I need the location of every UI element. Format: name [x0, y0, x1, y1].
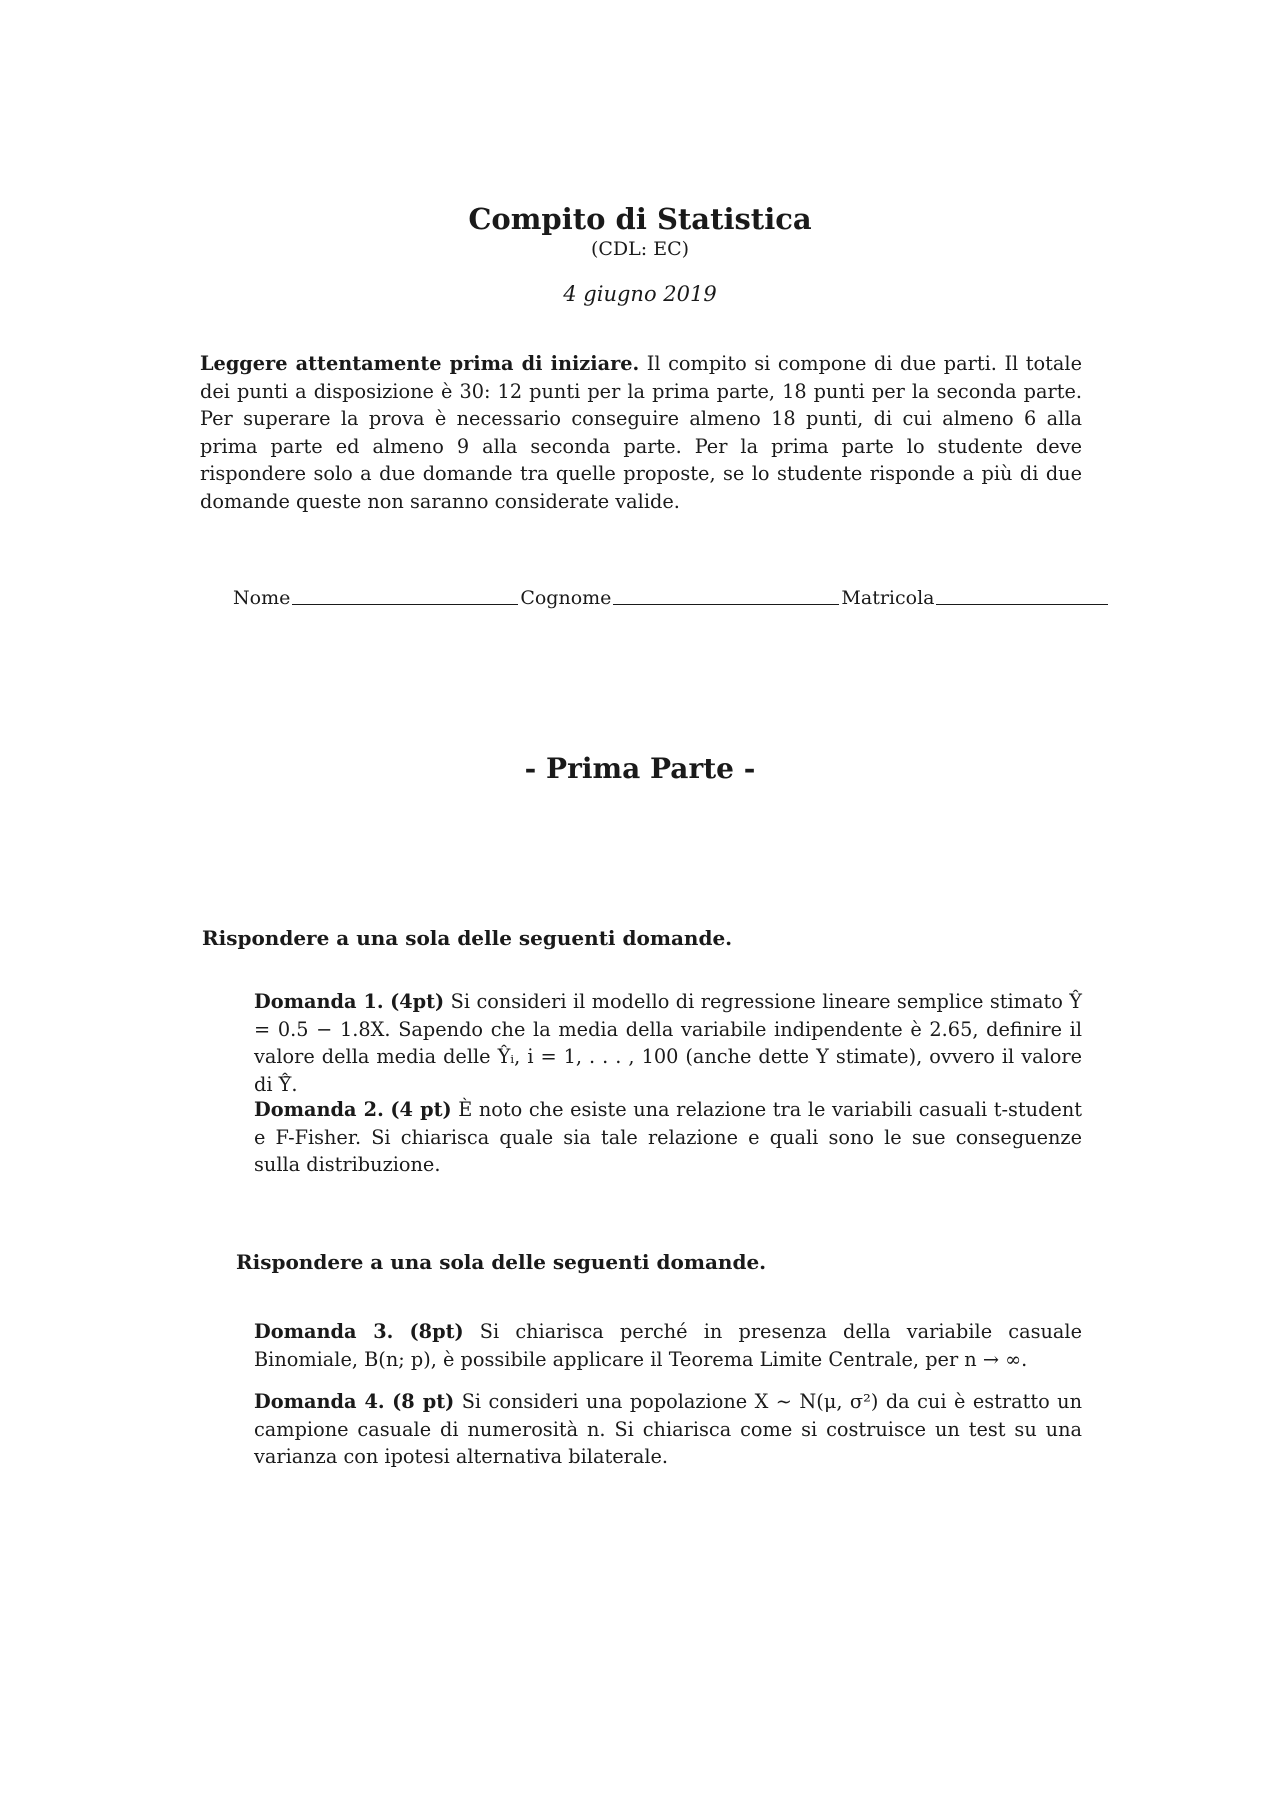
instructions	[200, 350, 1082, 515]
section-title: - Prima Parte -	[524, 752, 756, 785]
question-2-points: (4 pt)	[390, 1098, 452, 1121]
cognome-label: Cognome	[520, 587, 612, 609]
nome-field[interactable]	[292, 586, 518, 605]
group-2-heading: Rispondere a una sola delle seguenti domande.	[236, 1250, 767, 1274]
question-1-text: Si consideri il modello di regressione lineare semplice stimato Ŷ = 0.5 − 1.8X. Sapendo che la media della variabile indipendente è 2.65, definire il valore della media delle Ŷᵢ, i = 1, . . . , 100 (anche dette Y stimate), ovvero il valore di Ŷ̄.	[254, 990, 1082, 1096]
question-2-text: È noto che esiste una relazione tra le variabili casuali t-student e F-Fisher. Si chiarisca quale sia tale relazione e quali sono le sue conseguenze sulla distribuzione.	[254, 1098, 1082, 1176]
matricola-field[interactable]	[936, 586, 1108, 605]
exam-date: 4 giugno 2019	[563, 282, 717, 306]
question-1-points: (4pt)	[390, 990, 445, 1013]
question-4-points: (8 pt)	[392, 1390, 455, 1413]
course-subtitle: (CDL: EC)	[590, 238, 690, 260]
instructions-lead: Leggere attentamente prima di iniziare.	[200, 352, 640, 375]
student-fields	[233, 586, 1110, 609]
matricola-label: Matricola	[841, 587, 935, 609]
nome-label: Nome	[233, 587, 291, 609]
question-3-points: (8pt)	[409, 1320, 464, 1343]
instructions-text: Il compito si compone di due parti. Il totale dei punti a disposizione è 30: 12 punti per la prima parte, 18 punti per la seconda parte. Per superare la prova è necessario conseguire almeno 18 punti, di cui almeno 6 alla prima parte ed almeno 9 alla seconda parte. Per la prima parte lo studente deve rispondere solo a due domande tra quelle proposte, se lo studente risponde a più di due domande queste non saranno considerate valide.	[200, 352, 1082, 513]
question-2-label: Domanda 2.	[254, 1098, 384, 1121]
question-2	[254, 1096, 1082, 1179]
question-4-text: Si consideri una popolazione X ∼ N(μ, σ²) da cui è estratto un campione casuale di numerosità n. Si chiarisca come si costruisce un test su una varianza con ipotesi alternativa bilaterale.	[254, 1390, 1083, 1468]
question-1	[254, 988, 1082, 1098]
question-4-label: Domanda 4.	[254, 1390, 385, 1413]
question-4	[254, 1388, 1082, 1471]
page-title: Compito di Statistica	[468, 202, 812, 236]
question-3-text: Si chiarisca perché in presenza della variabile casuale Binomiale, B(n; p), è possibile applicare il Teorema Limite Centrale, per n → ∞.	[254, 1320, 1082, 1371]
question-3-label: Domanda 3.	[254, 1320, 394, 1343]
group-1-heading: Rispondere a una sola delle seguenti domande.	[202, 926, 733, 950]
cognome-field[interactable]	[613, 586, 839, 605]
question-3	[254, 1318, 1082, 1373]
question-1-label: Domanda 1.	[254, 990, 384, 1013]
